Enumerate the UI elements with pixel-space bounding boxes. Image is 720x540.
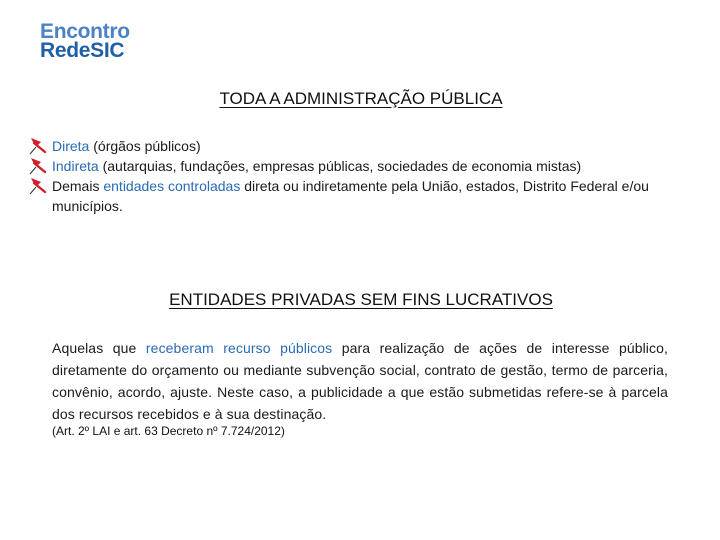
pushpin-icon (28, 156, 48, 176)
logo-line-1: Encontro (40, 20, 130, 43)
pushpin-icon (28, 136, 48, 156)
section-title-entidades-privadas: ENTIDADES PRIVADAS SEM FINS LUCRATIVOS (169, 290, 553, 309)
pushpin-icon (28, 176, 48, 196)
logo-line-2: RedeSIC (40, 39, 125, 62)
list-item-entidades-controladas (28, 176, 678, 216)
item-text: (autarquias, fundações, empresas públicas, sociedades de economia mistas) (98, 158, 582, 174)
list-item-direta (28, 136, 678, 156)
paragraph-prefix: Aquelas que (52, 340, 146, 356)
item-term: entidades controladas (103, 178, 241, 194)
list-item-indireta (28, 156, 678, 176)
legal-citation: (Art. 2º LAI e art. 63 Decreto nº 7.724/2012) (52, 424, 285, 438)
paragraph-text: para realização de ações de interesse público, diretamente do orçamento ou mediante subvenção social, contrato de gestão, termo de parceria, convênio, acordo, ajuste. Neste caso, a publicidade a que estão submetidas refere-se à parcela dos recursos recebidos e à sua destinação. (52, 340, 668, 422)
section-title-administracao: TODA A ADMINISTRAÇÃO PÚBLICA (219, 89, 503, 108)
item-term: Indireta (52, 158, 99, 174)
item-text: (órgãos públicos) (89, 138, 201, 154)
entidades-privadas-paragraph (52, 337, 668, 425)
encontro-redesic-logo (40, 22, 130, 60)
paragraph-term: receberam recurso públicos (145, 340, 333, 356)
item-term: Direta (52, 138, 90, 154)
item-text: direta ou indiretamente pela União, estados, Distrito Federal e/ou municípios. (52, 178, 649, 214)
item-prefix: Demais (52, 178, 104, 194)
administration-list (28, 136, 678, 216)
